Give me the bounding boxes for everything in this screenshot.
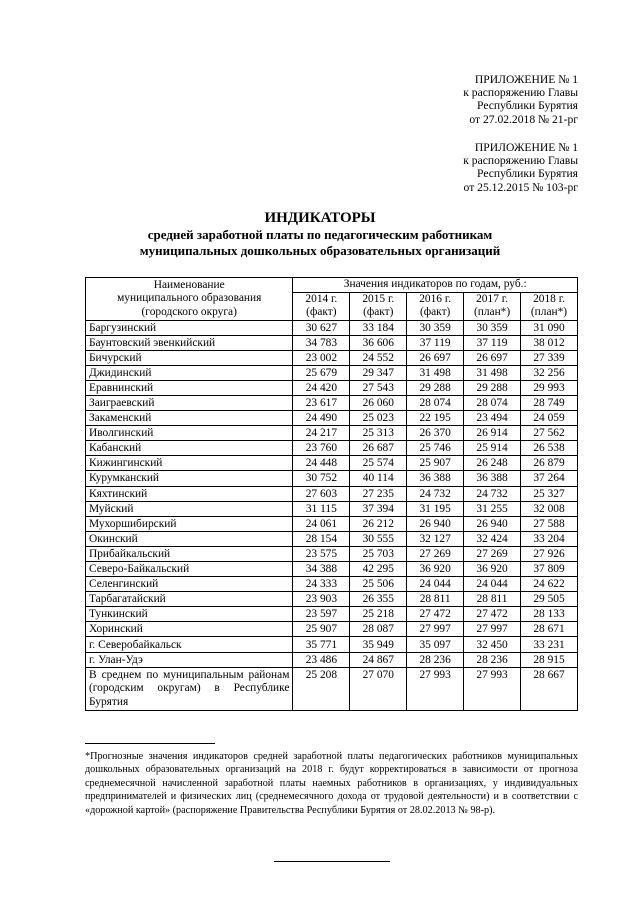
indicator-value: 25 703 xyxy=(350,546,407,561)
header-year xyxy=(521,292,578,320)
title-subtitle-line: средней заработной платы по педагогическим работникам xyxy=(147,227,493,242)
indicator-value: 24 059 xyxy=(521,411,578,426)
indicator-value: 32 256 xyxy=(521,365,578,380)
municipality-name: Северо-Байкальский xyxy=(86,562,293,577)
header-year-label: 2014 г. xyxy=(305,292,338,305)
header-label: (городского округа) xyxy=(141,305,237,318)
indicator-value: 26 355 xyxy=(350,592,407,607)
indicator-value: 25 506 xyxy=(350,577,407,592)
indicator-value: 23 617 xyxy=(293,395,350,410)
indicator-value: 27 269 xyxy=(407,546,464,561)
indicator-value: 27 269 xyxy=(464,546,521,561)
appendix-line: Республики Бурятия xyxy=(477,99,578,113)
indicator-value: 24 061 xyxy=(293,516,350,531)
table-row xyxy=(86,652,578,667)
appendix-title: ПРИЛОЖЕНИЕ № 1 xyxy=(474,141,578,154)
average-label: В среднем по муниципальным районам (городским округам) в Республике Бурятия xyxy=(86,667,293,710)
table-row xyxy=(86,456,578,471)
indicator-value: 26 370 xyxy=(407,426,464,441)
indicator-value: 26 687 xyxy=(350,441,407,456)
indicator-value: 31 195 xyxy=(407,501,464,516)
table-row xyxy=(86,592,578,607)
indicator-value: 36 388 xyxy=(407,471,464,486)
municipality-name: Еравнинский xyxy=(86,380,293,395)
indicators-table xyxy=(85,277,578,711)
indicator-value: 26 914 xyxy=(464,426,521,441)
municipality-name: Баргузинский xyxy=(86,320,293,335)
average-value: 27 993 xyxy=(464,667,521,710)
municipality-name: Закаменский xyxy=(86,411,293,426)
municipality-name: Прибайкальский xyxy=(86,546,293,561)
indicator-value: 35 771 xyxy=(293,637,350,652)
indicator-value: 27 997 xyxy=(407,622,464,637)
appendix-original-block xyxy=(463,141,578,194)
indicator-value: 25 574 xyxy=(350,456,407,471)
municipality-name: Заиграевский xyxy=(86,395,293,410)
indicator-value: 28 154 xyxy=(293,531,350,546)
municipality-name: Баунтовский эвенкийский xyxy=(86,335,293,350)
indicator-value: 36 388 xyxy=(464,471,521,486)
table-row xyxy=(86,395,578,410)
indicator-value: 24 448 xyxy=(293,456,350,471)
header-municipality xyxy=(86,278,293,321)
indicator-value: 28 811 xyxy=(464,592,521,607)
indicator-value: 28 087 xyxy=(350,622,407,637)
header-year xyxy=(464,292,521,320)
indicator-value: 36 606 xyxy=(350,335,407,350)
header-year-note: (факт) xyxy=(363,306,394,318)
header-year-note: (план*) xyxy=(473,306,511,318)
indicator-value: 24 622 xyxy=(521,577,578,592)
municipality-name: Кижингинский xyxy=(86,456,293,471)
table-row xyxy=(86,441,578,456)
indicator-value: 30 555 xyxy=(350,531,407,546)
indicator-value: 28 236 xyxy=(407,652,464,667)
table-row xyxy=(86,562,578,577)
average-value: 27 070 xyxy=(350,667,407,710)
indicator-value: 28 671 xyxy=(521,622,578,637)
header-year-note: (факт) xyxy=(306,306,337,318)
indicator-value: 32 127 xyxy=(407,531,464,546)
indicator-value: 24 552 xyxy=(350,350,407,365)
indicator-value: 23 575 xyxy=(293,546,350,561)
indicator-value: 26 940 xyxy=(407,516,464,531)
indicator-value: 27 926 xyxy=(521,546,578,561)
table-row xyxy=(86,365,578,380)
header-label: Наименование xyxy=(153,278,225,291)
table-row xyxy=(86,335,578,350)
table-row xyxy=(86,471,578,486)
indicator-value: 25 218 xyxy=(350,607,407,622)
indicator-value: 28 236 xyxy=(464,652,521,667)
indicator-value: 27 472 xyxy=(407,607,464,622)
indicator-value: 24 490 xyxy=(293,411,350,426)
indicator-value: 26 212 xyxy=(350,516,407,531)
indicator-value: 37 119 xyxy=(464,335,521,350)
indicator-value: 25 327 xyxy=(521,486,578,501)
indicator-value: 32 008 xyxy=(521,501,578,516)
indicator-value: 27 472 xyxy=(464,607,521,622)
indicator-value: 27 235 xyxy=(350,486,407,501)
indicator-value: 30 627 xyxy=(293,320,350,335)
municipality-name: г. Северобайкальск xyxy=(86,637,293,652)
average-value: 28 667 xyxy=(521,667,578,710)
indicator-value: 42 295 xyxy=(350,562,407,577)
header-year-label: 2015 г. xyxy=(362,292,395,305)
indicator-value: 38 012 xyxy=(521,335,578,350)
municipality-name: Джидинский xyxy=(86,365,293,380)
table-row xyxy=(86,411,578,426)
indicator-value: 33 204 xyxy=(521,531,578,546)
indicator-value: 25 023 xyxy=(350,411,407,426)
indicator-value: 27 603 xyxy=(293,486,350,501)
table-row xyxy=(86,501,578,516)
average-row xyxy=(86,667,578,710)
indicator-value: 29 505 xyxy=(521,592,578,607)
indicator-value: 35 097 xyxy=(407,637,464,652)
indicator-value: 26 879 xyxy=(521,456,578,471)
appendix-date: от 27.02.2018 № 21-рг xyxy=(469,112,578,126)
indicator-value: 24 732 xyxy=(407,486,464,501)
indicator-value: 31 090 xyxy=(521,320,578,335)
indicator-value: 29 993 xyxy=(521,380,578,395)
indicator-value: 28 915 xyxy=(521,652,578,667)
table-row xyxy=(86,531,578,546)
indicator-value: 30 359 xyxy=(407,320,464,335)
indicator-value: 23 903 xyxy=(293,592,350,607)
average-value: 27 993 xyxy=(407,667,464,710)
indicator-value: 24 867 xyxy=(350,652,407,667)
municipality-name: Бичурский xyxy=(86,350,293,365)
indicator-value: 27 562 xyxy=(521,426,578,441)
municipality-name: Тарбагатайский xyxy=(86,592,293,607)
indicator-value: 33 184 xyxy=(350,320,407,335)
indicator-value: 28 074 xyxy=(464,395,521,410)
municipality-name: Курумканский xyxy=(86,471,293,486)
indicator-value: 32 424 xyxy=(464,531,521,546)
indicator-value: 34 388 xyxy=(293,562,350,577)
indicator-value: 31 498 xyxy=(407,365,464,380)
document-title xyxy=(0,209,640,258)
table-row xyxy=(86,622,578,637)
table-row xyxy=(86,380,578,395)
header-year xyxy=(350,292,407,320)
indicator-value: 33 231 xyxy=(521,637,578,652)
indicator-value: 24 732 xyxy=(464,486,521,501)
indicator-value: 32 450 xyxy=(464,637,521,652)
indicator-value: 26 697 xyxy=(464,350,521,365)
indicator-value: 26 697 xyxy=(407,350,464,365)
indicator-value: 31 115 xyxy=(293,501,350,516)
header-label: муниципального образования xyxy=(117,292,262,304)
indicator-value: 31 255 xyxy=(464,501,521,516)
indicator-value: 35 949 xyxy=(350,637,407,652)
table-row xyxy=(86,320,578,335)
indicator-value: 29 288 xyxy=(464,380,521,395)
indicator-value: 34 783 xyxy=(293,335,350,350)
indicator-value: 37 809 xyxy=(521,562,578,577)
header-year xyxy=(407,292,464,320)
indicator-value: 26 060 xyxy=(350,395,407,410)
header-year-label: 2017 г. xyxy=(476,292,508,305)
indicator-value: 28 133 xyxy=(521,607,578,622)
appendix-current-block xyxy=(463,73,578,126)
indicator-value: 29 288 xyxy=(407,380,464,395)
municipality-name: Мухоршибирский xyxy=(86,516,293,531)
indicator-value: 24 217 xyxy=(293,426,350,441)
table-row xyxy=(86,546,578,561)
municipality-name: Кяхтинский xyxy=(86,486,293,501)
appendix-line: к распоряжению Главы xyxy=(463,86,578,100)
municipality-name: Иволгинский xyxy=(86,426,293,441)
municipality-name: Тункинский xyxy=(86,607,293,622)
indicator-value: 24 044 xyxy=(464,577,521,592)
table-row xyxy=(86,350,578,365)
header-year xyxy=(293,292,350,320)
header-year-note: (факт) xyxy=(419,306,451,318)
header-year-label: 2016 г. xyxy=(419,292,452,305)
table-row xyxy=(86,637,578,652)
table-row xyxy=(86,607,578,622)
header-year-note: (план*) xyxy=(530,306,568,318)
indicator-value: 30 359 xyxy=(464,320,521,335)
municipality-name: Окинский xyxy=(86,531,293,546)
table-row xyxy=(86,486,578,501)
footnote-divider xyxy=(85,743,215,744)
indicator-value: 24 333 xyxy=(293,577,350,592)
indicator-value: 27 588 xyxy=(521,516,578,531)
indicator-value: 28 811 xyxy=(407,592,464,607)
indicator-value: 36 920 xyxy=(407,562,464,577)
indicator-value: 27 339 xyxy=(521,350,578,365)
indicator-value: 24 044 xyxy=(407,577,464,592)
footnote: *Прогнозные значения индикаторов средней заработной платы педагогических работников муниципальных дошкольных образовательных организаций на 2018 г. будут корректироваться в зависимости от прогноза среднемесячной начисленной заработной платы наемных работников в организациях, у индивидуальных предпринимателей и физических лиц (среднемесячного дохода от трудовой деятельности) и в соответствии с «дорожной картой» (распоряжение Правительства Республики Бурятия от 28.02.2013 № 98-р). xyxy=(85,751,578,816)
appendix-line: Республики Бурятия xyxy=(477,167,578,181)
indicator-value: 26 538 xyxy=(521,441,578,456)
indicator-value: 37 394 xyxy=(350,501,407,516)
indicator-value: 25 313 xyxy=(350,426,407,441)
municipality-name: Селенгинский xyxy=(86,577,293,592)
header-values: Значения индикаторов по годам, руб.: xyxy=(293,278,578,293)
bottom-divider xyxy=(274,861,390,862)
indicator-value: 30 752 xyxy=(293,471,350,486)
indicator-value: 36 920 xyxy=(464,562,521,577)
indicator-value: 24 420 xyxy=(293,380,350,395)
indicator-value: 26 940 xyxy=(464,516,521,531)
indicator-value: 23 760 xyxy=(293,441,350,456)
municipality-name: г. Улан-Удэ xyxy=(86,652,293,667)
title-subtitle-line: муниципальных дошкольных образовательных организаций xyxy=(139,242,501,258)
indicator-value: 40 114 xyxy=(350,471,407,486)
table-row xyxy=(86,577,578,592)
indicator-value: 25 907 xyxy=(407,456,464,471)
indicator-value: 25 914 xyxy=(464,441,521,456)
indicator-value: 25 679 xyxy=(293,365,350,380)
indicator-value: 25 746 xyxy=(407,441,464,456)
indicator-value: 22 195 xyxy=(407,411,464,426)
municipality-name: Кабанский xyxy=(86,441,293,456)
indicator-value: 37 264 xyxy=(521,471,578,486)
appendix-line: к распоряжению Главы xyxy=(463,154,578,168)
indicator-value: 23 486 xyxy=(293,652,350,667)
indicator-value: 23 002 xyxy=(293,350,350,365)
indicator-value: 23 494 xyxy=(464,411,521,426)
indicator-value: 31 498 xyxy=(464,365,521,380)
indicator-value: 25 907 xyxy=(293,622,350,637)
table-header-row xyxy=(86,278,578,293)
title-main: ИНДИКАТОРЫ xyxy=(264,210,376,226)
indicator-value: 27 997 xyxy=(464,622,521,637)
appendix-date: от 25.12.2015 № 103-рг xyxy=(463,180,578,194)
indicator-value: 28 074 xyxy=(407,395,464,410)
indicator-value: 23 597 xyxy=(293,607,350,622)
municipality-name: Муйский xyxy=(86,501,293,516)
indicator-value: 26 248 xyxy=(464,456,521,471)
appendix-title: ПРИЛОЖЕНИЕ № 1 xyxy=(474,73,578,86)
table-row xyxy=(86,426,578,441)
table-row xyxy=(86,516,578,531)
average-value: 25 208 xyxy=(293,667,350,710)
indicator-value: 27 543 xyxy=(350,380,407,395)
indicator-value: 29 347 xyxy=(350,365,407,380)
indicator-value: 37 119 xyxy=(407,335,464,350)
indicator-value: 28 749 xyxy=(521,395,578,410)
header-year-label: 2018 г. xyxy=(533,292,565,305)
municipality-name: Хоринский xyxy=(86,622,293,637)
